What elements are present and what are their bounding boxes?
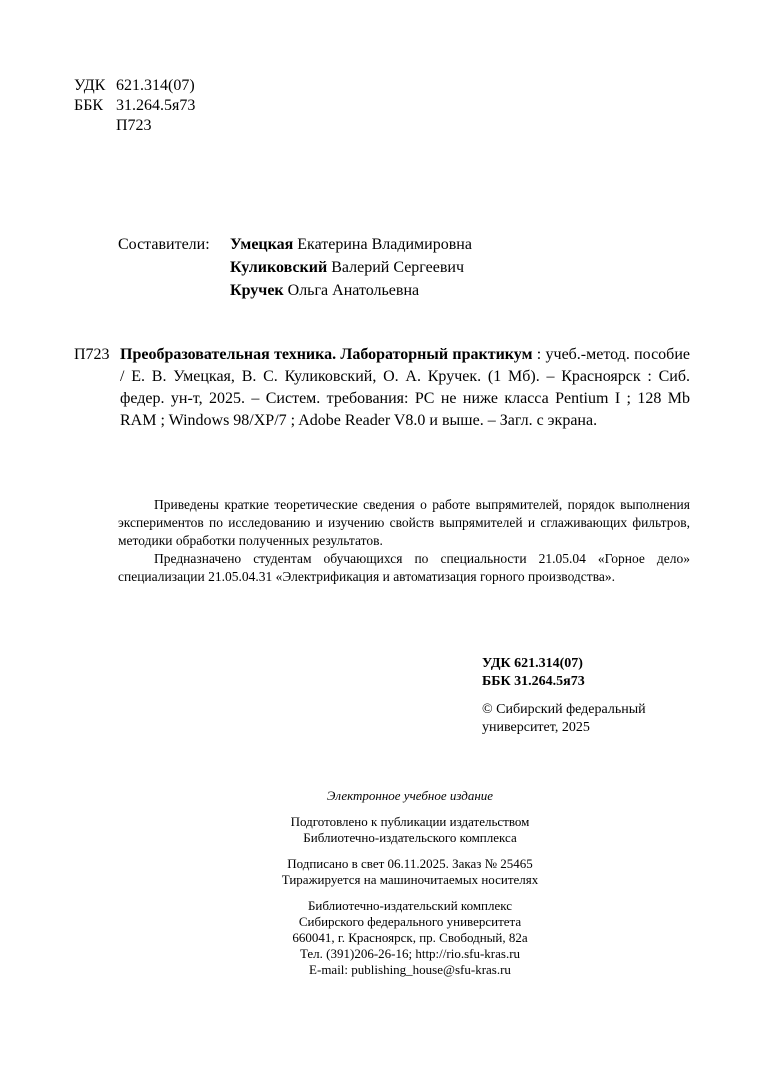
book-title: Преобразовательная техника. Лабораторный практикум — [120, 346, 533, 363]
publication-info — [210, 856, 610, 888]
replicated-line: Тиражируется на машиночитаемых носителях — [281, 872, 539, 887]
imprint — [210, 788, 610, 988]
compiler-row — [118, 256, 472, 279]
abstract — [118, 496, 690, 586]
copyright — [482, 701, 646, 737]
compiler-row — [118, 279, 472, 302]
compiler-name: Ольга Анатольевна — [287, 282, 420, 299]
signed-line: Подписано в свет 06.11.2025. Заказ № 25465 — [287, 856, 533, 871]
compiler-name: Екатерина Владимировна — [297, 236, 472, 253]
bbk-row — [74, 96, 195, 116]
compiler-name: Валерий Сергеевич — [331, 259, 465, 276]
abstract-paragraph: Предназначено студентам обучающихся по специальности 21.05.04 «Горное дело» специализации 21.05.04.31 «Электрификация и автоматизация горного производства». — [118, 551, 690, 584]
bbk-line: ББК 31.264.5я73 — [482, 674, 585, 689]
publisher-info: Библиотечно-издательский комплекс Сибирского федерального университета 660041, г. Красноярск, пр. Свободный, 82а Тел. (391)206-26-16; http://rio.sfu-kras.ru E-mail: publishing_house@sfu-kras.ru — [210, 898, 610, 978]
udk-row — [74, 76, 195, 96]
prepared-by: Подготовлено к публикации издательством Библиотечно-издательского комплекса — [290, 814, 530, 845]
publisher-address: 660041, г. Красноярск, пр. Свободный, 82а — [292, 930, 528, 945]
compilers-label: Составители: — [118, 236, 210, 253]
compiler-row — [118, 233, 472, 256]
udk-line: УДК 621.314(07) — [482, 656, 583, 671]
author-code-row — [74, 116, 195, 136]
classification-block — [74, 76, 195, 136]
compilers-block — [118, 233, 472, 302]
copyright-line: © Сибирский федеральный — [482, 702, 646, 717]
bibliographic-code: П723 — [74, 346, 110, 363]
compiler-surname: Куликовский — [230, 259, 328, 276]
publisher-email: E-mail: publishing_house@sfu-kras.ru — [309, 962, 511, 977]
publisher-phone: Тел. (391)206-26-16; http://rio.sfu-kras.ru — [299, 946, 521, 961]
compiler-surname: Кручек — [230, 282, 284, 299]
author-code: П723 — [116, 117, 152, 134]
bbk-label: ББК — [74, 97, 104, 114]
compiler-surname: Умецкая — [230, 236, 294, 253]
bibliographic-text — [120, 344, 690, 432]
book-description: : учеб.-метод. пособие / Е. В. Умецкая, В. С. Куликовский, О. А. Кручек. (1 Мб). – Красноярск : Сиб. федер. ун-т, 2025. – Систем. требования: PC не ниже класса Pentium I ; 128 Mb RAM ; Windows 98/XP/7 ; Adobe Reader V8.0 и выше. – Загл. с экрана. — [120, 346, 690, 429]
edition-type: Электронное учебное издание — [326, 788, 494, 803]
copyright-line: университет, 2025 — [482, 720, 590, 735]
bibliographic-record — [74, 344, 690, 432]
udk-label: УДК — [74, 77, 106, 94]
classification-summary — [482, 655, 646, 737]
bbk-value: 31.264.5я73 — [116, 97, 196, 114]
abstract-paragraph: Приведены краткие теоретические сведения о работе выпрямителей, порядок выполнения экспериментов по исследованию и изучению свойств выпрямителей и сглаживающих фильтров, методики обработки полученных результатов. — [118, 497, 690, 548]
udk-value: 621.314(07) — [116, 77, 195, 94]
